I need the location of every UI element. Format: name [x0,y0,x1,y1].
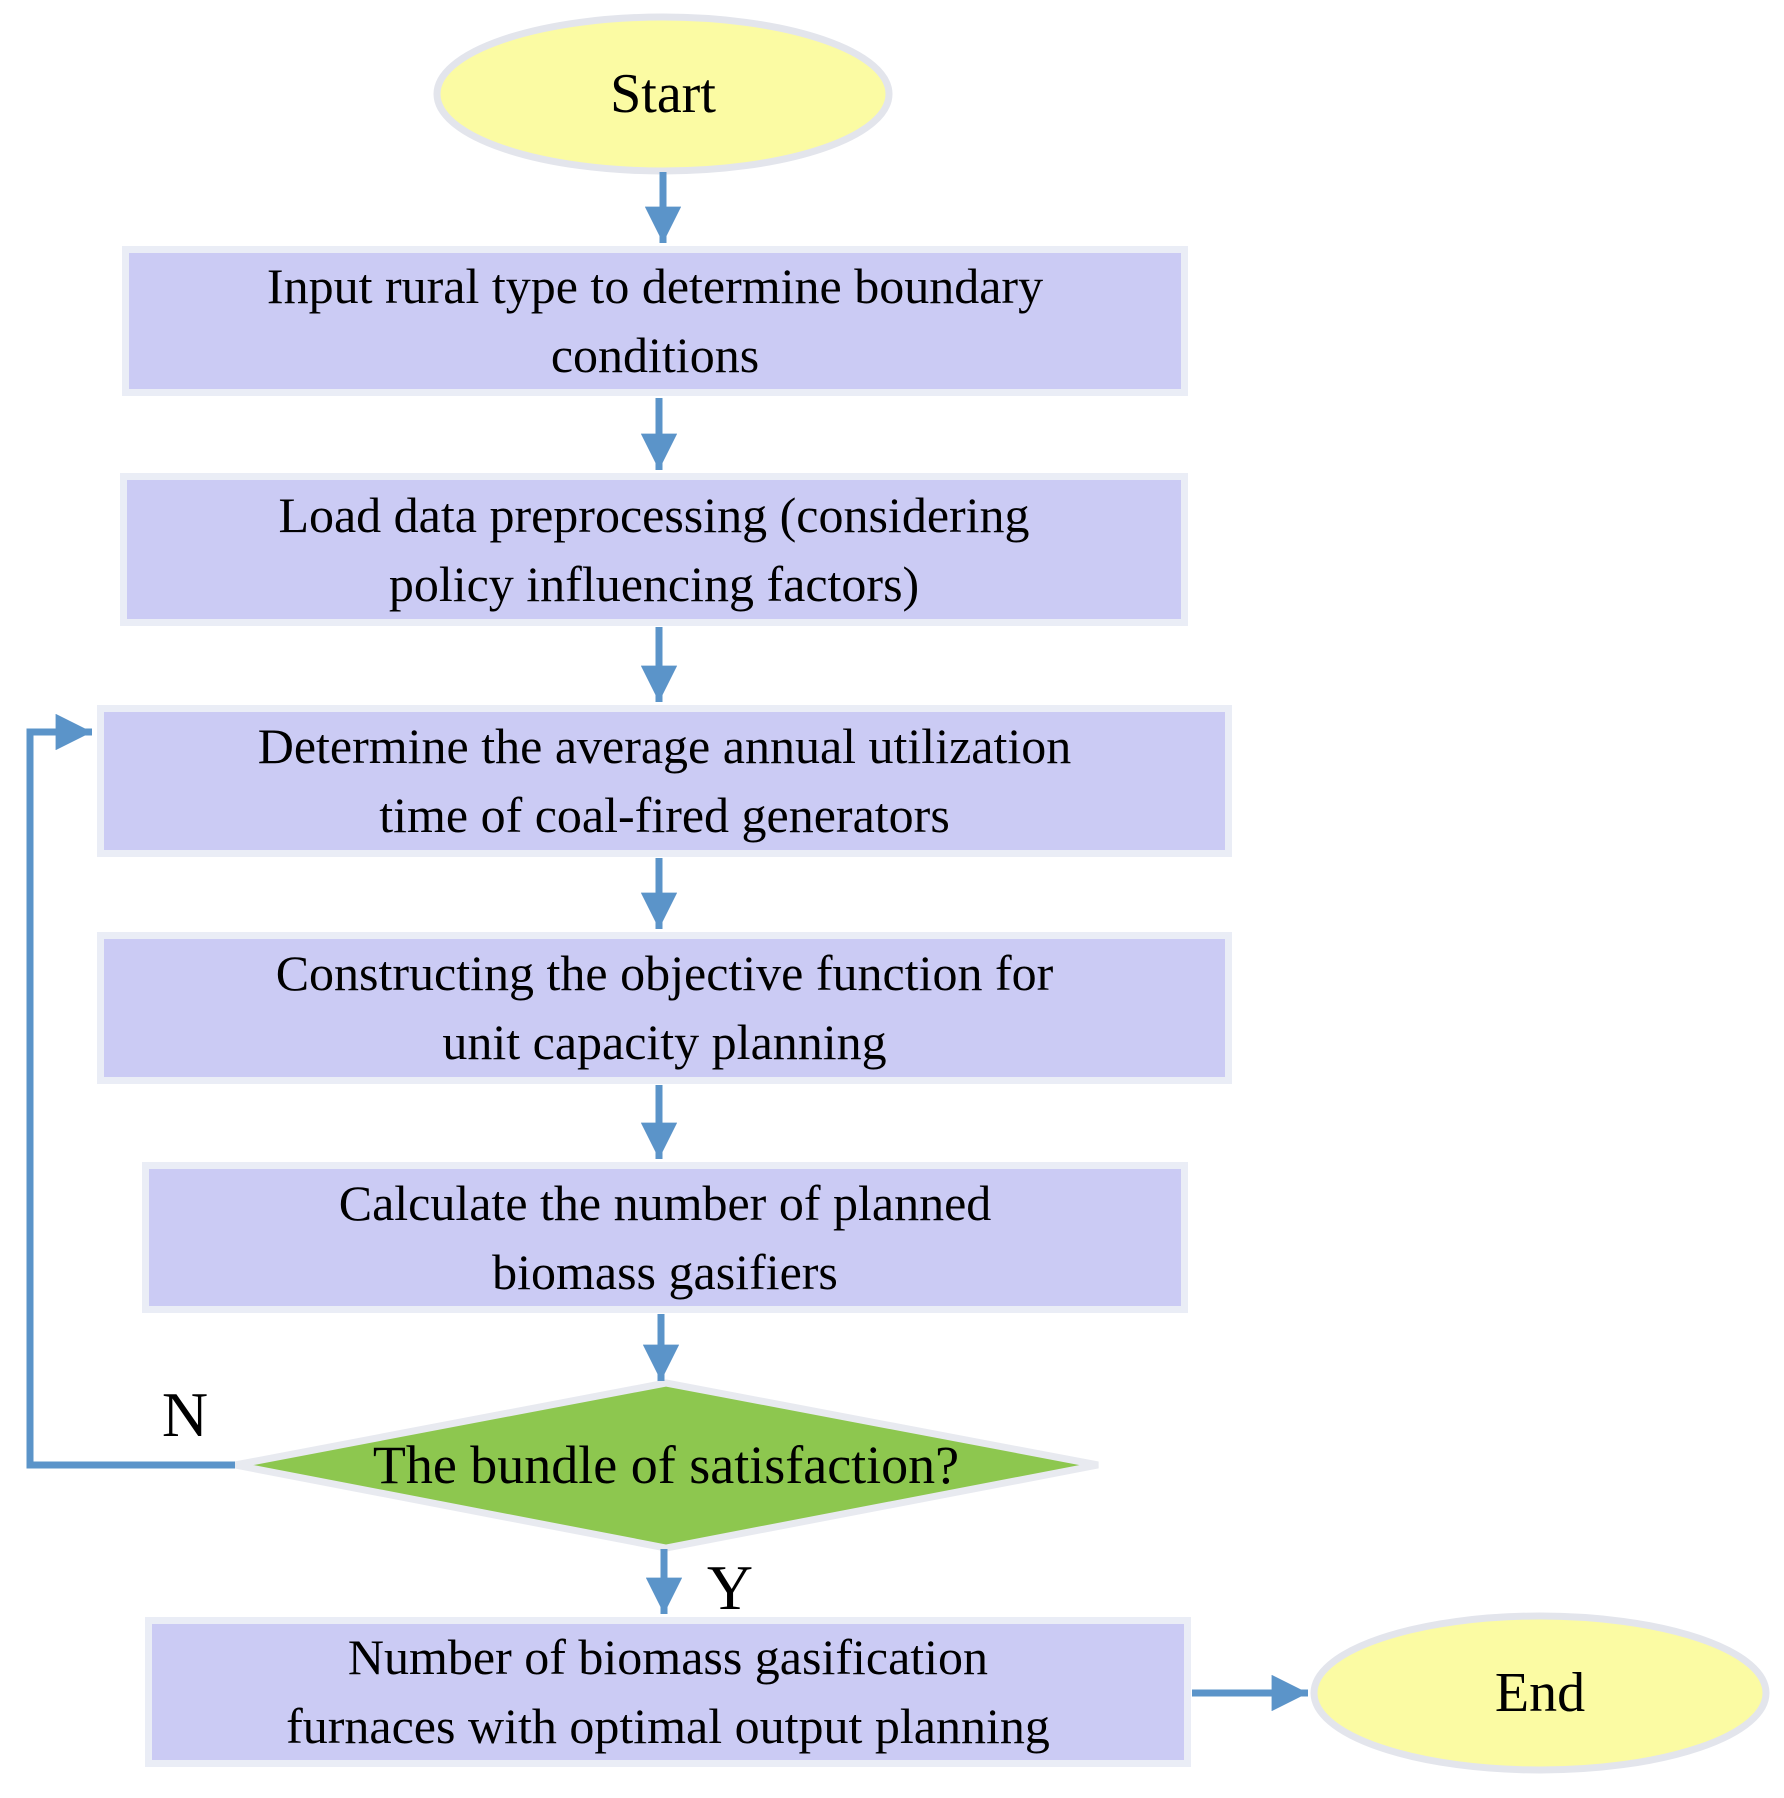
end-terminal-label: End [1494,1662,1586,1724]
process-box-line: unit capacity planning [442,1014,887,1070]
start-terminal-label: Start [610,63,716,125]
process-box-optimal-output-number [145,1617,1191,1767]
process-box-line: Calculate the number of planned [338,1174,992,1231]
branch-label-yes: Y [706,1552,754,1623]
process-box-line: conditions [550,327,760,383]
process-box-line: biomass gasifiers [492,1243,838,1300]
process-box-calculate-gasifiers [142,1162,1188,1313]
process-box-line: Number of biomass gasification [347,1629,989,1685]
process-box-line: Load data preprocessing (considering [278,486,1030,543]
process-box-determine-utilization-time [97,705,1232,857]
process-box-line: Input rural type to determine boundary [266,258,1044,314]
process-box-constructing-objective-function [97,932,1232,1084]
process-box-input-rural-type [122,246,1188,396]
process-box-line: Determine the average annual utilization [257,718,1072,774]
decision-diamond-label: The bundle of satisfaction? [372,1435,960,1495]
process-box-line: time of coal-fired generators [379,787,950,843]
process-box-line: furnaces with optimal output planning [286,1698,1050,1754]
branch-label-no: N [161,1379,209,1450]
process-box-load-data-preprocessing [120,473,1188,626]
process-box-line: policy influencing factors) [388,555,920,612]
process-box-line: Constructing the objective function for [275,945,1054,1001]
